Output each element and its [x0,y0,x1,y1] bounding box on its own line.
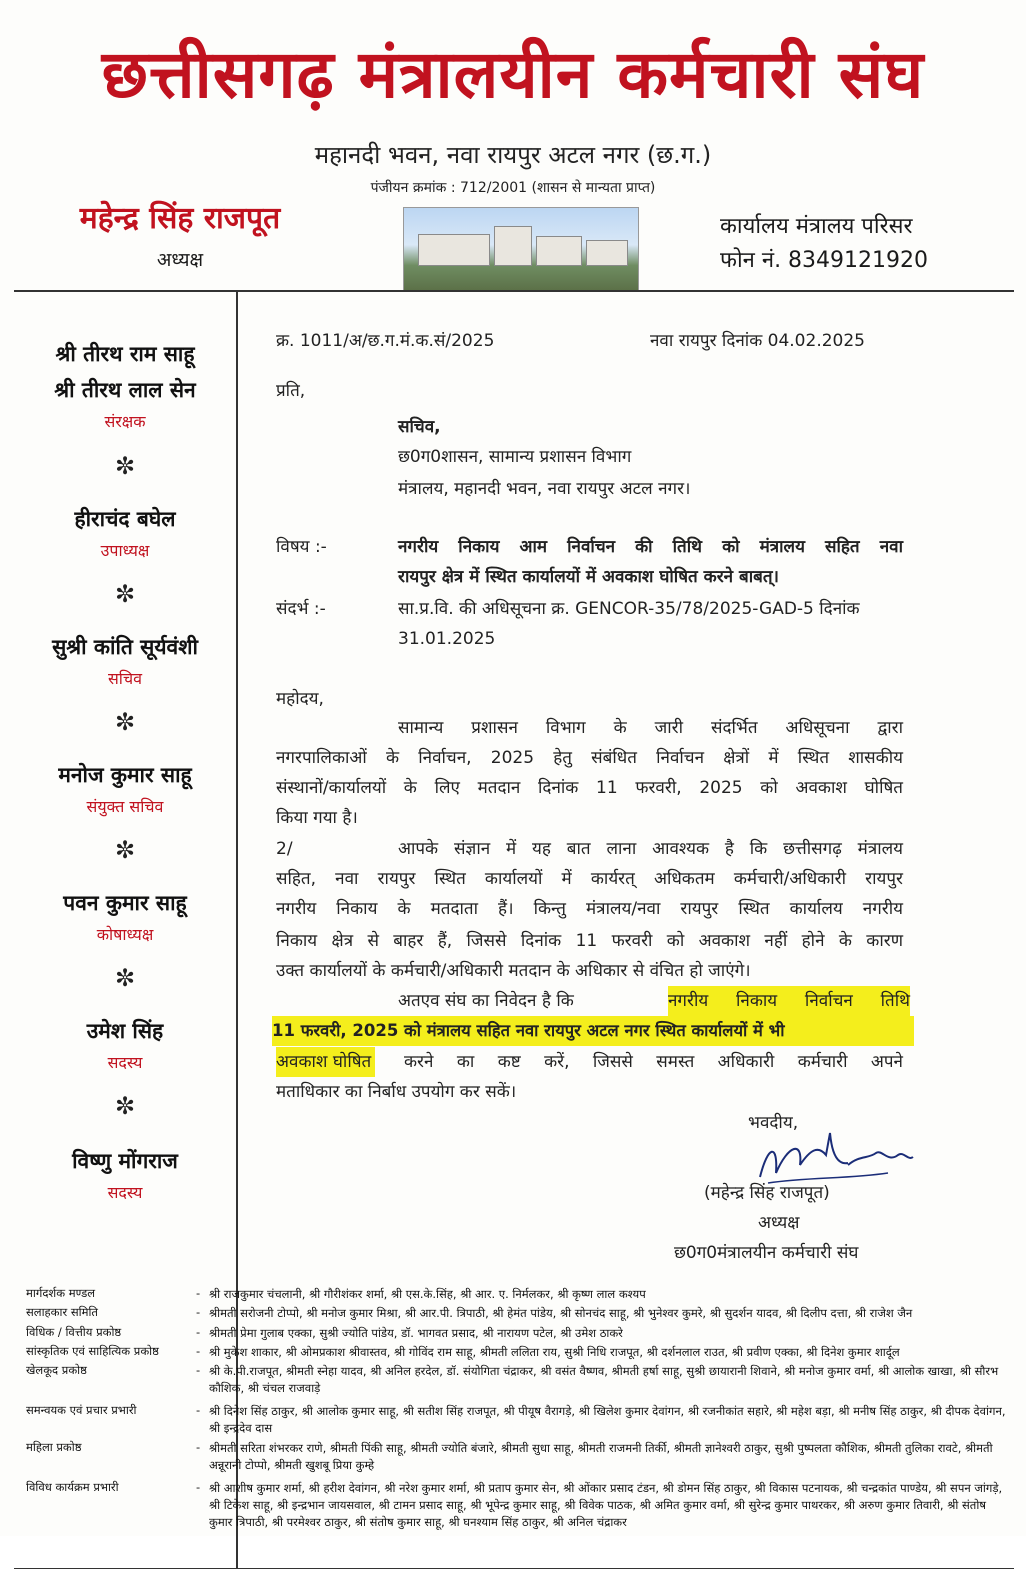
recipient-line: छ0ग0शासन, सामान्य प्रशासन विभाग [398,447,632,467]
committee-label: सलाहकार समिति [26,1305,98,1319]
committee-label: सांस्कृतिक एवं साहित्यिक प्रकोष्ठ [26,1344,159,1358]
sidebar-member [14,761,236,817]
reference-line: 31.01.2025 [398,629,496,649]
org-address: महानदी भवन, नवा रायपुर अटल नगर (छ.ग.) [314,141,712,169]
committee-label: विधिक / वित्तीय प्रकोष्ठ [26,1325,122,1339]
highlighted-text: अवकाश घोषित [276,1047,375,1077]
header-divider [14,290,1014,292]
member-role: संरक्षक [104,412,146,431]
member-role: सदस्य [107,1183,143,1202]
committee-dash: - [196,1440,201,1454]
para2-line: निकाय क्षेत्र से बाहर हैं, जिससे दिनांक 11 फरवरी को अवकाश नहीं होने के कारण [276,931,903,951]
star-icon: ✼ [114,836,136,864]
subject-label: विषय :- [276,537,327,557]
committee-dash: - [196,1480,201,1494]
president-title: अध्यक्ष [156,249,204,271]
member-name: पवन कुमार साहू [63,891,187,915]
committee-label: खेलकूद प्रकोष्ठ [26,1363,87,1377]
building-block [418,234,490,266]
para1-line: नगरपालिकाओं के निर्वाचन, 2025 हेतु संबंधित निर्वाचन क्षेत्रों में स्थित शासकीय [276,748,903,768]
member-role: कोषाध्यक्ष [96,925,154,944]
phone-number: फोन नं. 8349121920 [720,248,929,273]
committee-label: महिला प्रकोष्ठ [26,1440,82,1454]
recipient-line: सचिव, [398,417,441,437]
member-name: श्री तीरथ लाल सेन [54,378,196,402]
committee-members: श्री मुकेश शाकार, श्री ओमप्रकाश श्रीवास्तव, श्री गोविंद राम साहू, श्रीमती ललिता राय, सुश्री निधि राजपूत, श्री दर्शनलाल राउत, श्री प्रवीण एक्का, श्री दिनेश कुमार शार्दूल [209,1345,900,1359]
para3-line: करने का कष्ट करें, जिससे समस्त अधिकारी कर्मचारी अपने [404,1052,903,1072]
signer-title: अध्यक्ष [758,1213,800,1233]
reference-label: संदर्भ :- [276,599,326,619]
registration-number: पंजीयन क्रमांक : 712/2001 (शासन से मान्यता प्राप्त) [370,180,656,196]
member-role: उपाध्यक्ष [100,541,150,560]
letter-date: नवा रायपुर दिनांक 04.02.2025 [650,331,865,351]
para1-line: संस्थानों/कार्यालयों के लिए मतदान दिनांक 11 फरवरी, 2025 को अवकाश घोषित [276,778,903,798]
committee-members: श्री के.पी.राजपूत, श्रीमती स्नेहा यादव, श्री अनिल हरदेल, डॉ. संयोगिता चंद्राकर, श्री वसंत वैष्णव, श्रीमती हर्षा साहू, सुश्री छायारानी शिवाने, श्री मनोज कुमार वर्मा, श्री आलोक खाखा, श्री सौरभ कौशिक, श्री चंचल राजवाड़े [209,1364,999,1395]
committee-dash: - [196,1305,201,1319]
committee-label: मार्गदर्शक मण्डल [26,1286,96,1300]
star-icon: ✼ [114,964,136,992]
committee-members: श्रीमती सरिता शंभरकर राणे, श्रीमती पिंकी साहू, श्रीमती ज्योति बंजारे, श्रीमती सुधा साहू, श्रीमती राजमनी तिर्की, श्रीमती ज्ञानेश्वरी ठाकुर, सुश्री पुष्पलता कौशिक, श्रीमती तुलिका रावटे, श्रीमती अन्नूरानी टोप्पो, श्रीमती खुशबू प्रिया कुम्हे [209,1441,993,1472]
office-location: कार्यालय मंत्रालय परिसर [720,214,913,239]
committee-members: श्रीमती प्रेमा गुलाब एक्का, सुश्री ज्योति पांडेय, डॉ. भागवत प्रसाद, श्री नारायण पटेल, श्री उमेश ठाकरे [209,1326,623,1340]
committee-dash: - [196,1325,201,1339]
para2-line: सहित, नवा रायपुर स्थित कार्यालयों में कार्यरत् अधिकतम कर्मचारी/अधिकारी रायपुर [276,869,903,889]
building-block [536,236,582,266]
para2-line: नगरीय निकाय के मतदाता हैं। किन्तु मंत्रालय/नवा रायपुर स्थित कार्यालय नगरीय [276,899,903,919]
reference-line: सा.प्र.वि. की अधिसूचना क्र. GENCOR-35/78/2025-GAD-5 दिनांक [398,599,860,619]
member-name: उमेश सिंह [86,1019,164,1043]
signer-organization: छ0ग0मंत्रालयीन कर्मचारी संघ [674,1243,859,1263]
sidebar-member [14,1017,236,1073]
reference-number: क्र. 1011/अ/छ.ग.मं.क.सं/2025 [276,331,495,351]
star-icon: ✼ [114,708,136,736]
committee-dash: - [196,1363,201,1377]
member-role: सचिव [107,669,143,688]
sidebar-member [14,633,236,689]
salutation: महोदय, [276,689,324,709]
para2-number: 2/ [276,839,293,859]
committee-members: श्री दिनेश सिंह ठाकुर, श्री आलोक कुमार साहू, श्री सतीश सिंह राजपूत, श्री पीयूष वैरागड़े, श्री खिलेश कुमार देवांगन, श्री रजनीकांत सहारे, श्री महेश बड़ा, श्री मनीष सिंह ठाकुर, श्री दीपक देवांगन, श्री इन्द्रदेव दास [209,1404,1006,1435]
committee-dash: - [196,1344,201,1358]
para3-start: अतएव संघ का निवेदन है कि [398,991,574,1011]
member-role: संयुक्त सचिव [86,797,164,816]
star-icon: ✼ [114,452,136,480]
president-name: महेन्द्र सिंह राजपूत [79,201,281,236]
sidebar-member [14,889,236,945]
committee-dash: - [196,1403,201,1417]
para1-line: किया गया है। [276,808,358,828]
committee-label: समन्वयक एवं प्रचार प्रभारी [26,1403,137,1417]
highlighted-text: 11 फरवरी, 2025 को मंत्रालय सहित नवा रायपुर अटल नगर स्थित कार्यालयों में भी [272,1016,914,1046]
subject-line: रायपुर क्षेत्र में स्थित कार्यालयों में अवकाश घोषित करने बाबत्। [398,567,779,587]
building-block [586,240,628,266]
subject-line: नगरीय निकाय आम निर्वाचन की तिथि को मंत्रालय सहित नवा [398,537,903,557]
para2-line: आपके संज्ञान में यह बात लाना आवश्यक है कि छत्तीसगढ़ मंत्रालय [398,839,903,859]
committee-members: श्री आशीष कुमार शर्मा, श्री हरीश देवांगन, श्री नरेश कुमार शर्मा, श्री प्रताप कुमार सेन, श्री ओंकार प्रसाद टंडन, श्री डोमन सिंह ठाकुर, श्री विकास पटनायक, श्री चन्द्रकांत पाण्डेय, श्री सपन जांगड़े, श्री टिकेश साहू, श्री इन्द्रभान जायसवाल, श्री टामन प्रसाद साहू, श्री भूपेन्द्र कुमार साहू, श्री विवेक पाठक, श्री अमित कुमार वर्मा, श्री सुरेन्द्र कुमार पाथरकर, श्री अरुण कुमार तिवारी, श्री संतोष कुमार त्रिपाठी, श्री परमेश्वर ठाकुर, श्री संतोष कुमार साहू, श्री घनश्याम सिंह ठाकुर, श्री अनिल चंद्राकर [209,1481,1003,1529]
recipient-line: मंत्रालय, महानदी भवन, नवा रायपुर अटल नगर। [398,479,691,499]
committee-members: श्री राजकुमार चंचलानी, श्री गौरीशंकर शर्मा, श्री एस.के.सिंह, श्री आर. ए. निर्मलकर, श्री कृष्ण लाल कश्यप [209,1287,646,1301]
committee-dash: - [196,1286,201,1300]
addressee-prefix: प्रति, [276,381,306,401]
member-name: विष्णु मोंगराज [72,1149,178,1173]
para2-line: उक्त कार्यालयों के कर्मचारी/अधिकारी मतदान के अधिकार से वंचित हो जाएंगे। [276,961,751,981]
para3-line: मताधिकार का निर्बाध उपयोग कर सकें। [276,1082,517,1102]
building-block [494,226,532,266]
signer-name: (महेन्द्र सिंह राजपूत) [704,1183,830,1203]
committee-label: विविध कार्यक्रम प्रभारी [26,1480,119,1494]
star-icon: ✼ [114,1092,136,1120]
building-photo [403,207,639,291]
member-name: श्री तीरथ राम साहू [55,342,195,366]
highlighted-text: नगरीय निकाय निर्वाचन तिथि [668,986,910,1016]
committee-members: श्रीमती सरोजनी टोप्पो, श्री मनोज कुमार मिश्रा, श्री आर.पी. त्रिपाठी, श्री हेमंत पांडेय, श्री सोनचंद साहू, श्री भुनेश्वर कुमरे, श्री सुदर्शन यादव, श्री दिलीप दत्ता, श्री राजेश जैन [209,1306,913,1320]
member-name: मनोज कुमार साहू [58,763,192,787]
sidebar-member [14,340,236,432]
member-name: हीराचंद बघेल [74,507,176,531]
org-name: छत्तीसगढ़ मंत्रालयीन कर्मचारी संघ [101,36,925,113]
member-name: सुश्री कांति सूर्यवंशी [52,635,198,659]
sidebar-member [14,1147,236,1203]
closing: भवदीय, [748,1113,799,1133]
para1-line: सामान्य प्रशासन विभाग के जारी संदर्भित अधिसूचना द्वारा [398,718,903,738]
sidebar-member [14,505,236,561]
member-role: सदस्य [107,1053,143,1072]
star-icon: ✼ [114,580,136,608]
